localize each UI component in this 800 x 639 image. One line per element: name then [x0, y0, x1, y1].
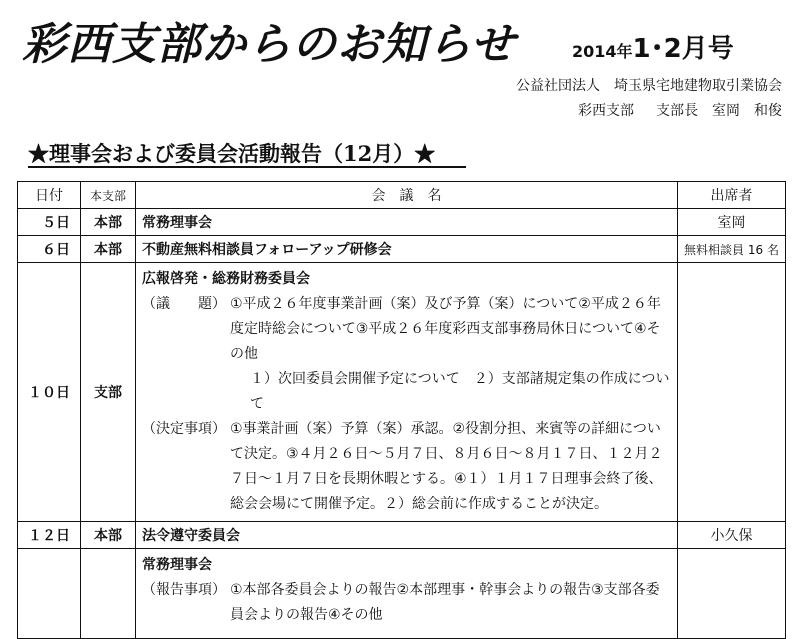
row-meeting: 法令遵守委員会 [136, 522, 678, 549]
report-text: ①本部各委員会よりの報告②本部理事・幹事会よりの報告③支部各委員会よりの報告④その他 [230, 582, 660, 623]
agenda-text: ①平成２６年度事業計画（案）及び予算（案）について②平成２６年度定時総会について③平成２６年度彩西支部事務局休日について④その他 [230, 296, 661, 362]
row-branch: 支部 [81, 263, 136, 522]
row-meeting-detail [136, 263, 678, 522]
agenda-sub: １）次回委員会開催予定について ２）支部諸規定集の作成について [250, 371, 670, 412]
table-row [18, 236, 786, 263]
section-underline [28, 166, 466, 168]
report-block [142, 578, 671, 628]
row-meeting: 常務理事会 [142, 557, 212, 573]
branch-chief: 支部長 室岡 和俊 [656, 103, 782, 119]
row-branch [81, 549, 136, 639]
row-attendee [678, 263, 786, 522]
row-meeting: 広報啓発・総務財務委員会 [142, 271, 310, 287]
agenda-block [142, 292, 671, 367]
decision-block [142, 417, 671, 517]
row-branch: 本部 [81, 522, 136, 549]
row-attendee: 無料相談員 16 名 [678, 236, 786, 263]
issue-label [572, 28, 734, 65]
decision-label: （決定事項） [142, 421, 226, 437]
row-branch: 本部 [81, 236, 136, 263]
table-header-row [18, 182, 786, 209]
agenda-sub-block [142, 367, 671, 417]
header-date: 日付 [18, 182, 81, 209]
issue-month: 1･2月号 [632, 34, 734, 64]
branch-name: 彩西支部 [578, 103, 634, 119]
row-meeting-detail [136, 549, 678, 639]
header-branch: 本支部 [81, 182, 136, 209]
header-attendee: 出席者 [678, 182, 786, 209]
row-date [18, 549, 81, 639]
row-attendee: 室岡 [678, 209, 786, 236]
row-date: １２日 [18, 522, 81, 549]
report-label: （報告事項） [142, 582, 226, 598]
table-row [18, 522, 786, 549]
newsletter-title: 彩西支部からのお知らせ [22, 19, 516, 70]
table-row [18, 549, 786, 639]
agenda-label: （議 題） [142, 296, 226, 312]
decision-text: ①事業計画（案）予算（案）承認。②役割分担、来賓等の詳細について決定。③４月２６日～５月７日、８月６日～８月１７日、１２月２７日～１月７日を長期休暇とする。④１）１月１７日理事会終了後、総会会場にて開催予定。２）総会前に作成することが決定。 [230, 421, 663, 512]
section-title: ★理事会および委員会活動報告（12月）★ [28, 141, 436, 166]
row-branch: 本部 [81, 209, 136, 236]
branch-head [516, 100, 782, 125]
header-meeting: 会 議 名 [136, 182, 678, 209]
org-name: 公益社団法人 埼玉県宅地建物取引業協会 [516, 78, 782, 94]
table-row [18, 263, 786, 522]
row-meeting: 不動産無料相談員フォローアップ研修会 [136, 236, 678, 263]
activity-report-table [17, 181, 786, 639]
row-meeting: 常務理事会 [136, 209, 678, 236]
row-date: １０日 [18, 263, 81, 522]
table-row [18, 209, 786, 236]
row-date: ５日 [18, 209, 81, 236]
publisher-info [516, 75, 782, 125]
row-attendee [678, 549, 786, 639]
row-date: ６日 [18, 236, 81, 263]
issue-year: 2014年 [572, 42, 633, 61]
row-attendee: 小久保 [678, 522, 786, 549]
